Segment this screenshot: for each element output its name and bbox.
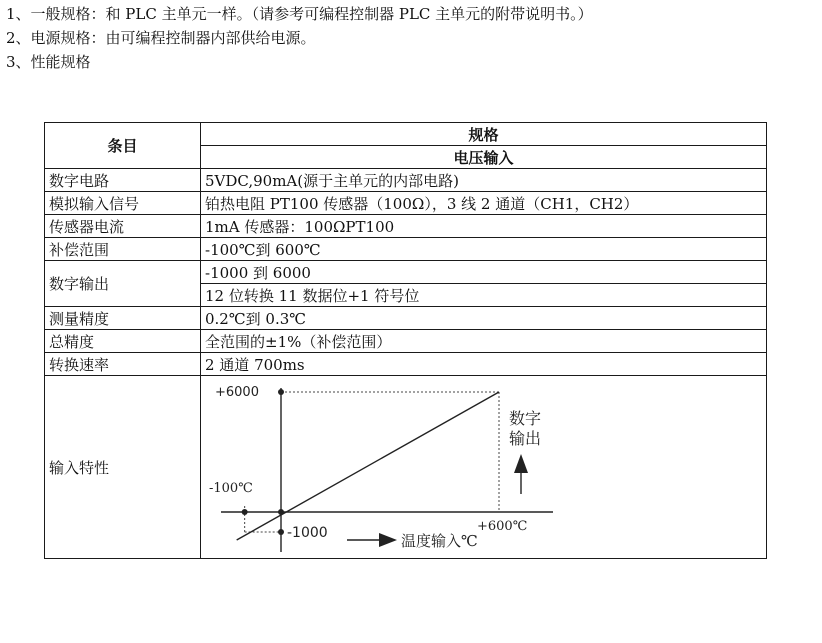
label-min-temp: -100℃ — [209, 481, 253, 496]
table-row — [45, 376, 767, 559]
spec-table — [44, 122, 767, 559]
row-value: 2 通道 700ms — [201, 353, 767, 376]
table-row — [45, 238, 767, 261]
row-label: 数字电路 — [45, 169, 201, 192]
row-label: 数字输出 — [45, 261, 201, 307]
row-label: 输入特性 — [45, 376, 201, 559]
xlabel-arrow-head — [379, 533, 397, 547]
header-item: 条目 — [45, 123, 201, 169]
table-row — [45, 353, 767, 376]
xlabel: 温度输入℃ — [401, 532, 478, 550]
input-characteristic-chart — [201, 376, 761, 558]
intro-line-2: 2、电源规格：由可编程控制器内部供给电源。 — [6, 29, 316, 47]
point-min-temp — [242, 509, 248, 515]
header-spec: 规格 — [201, 123, 767, 146]
row-value: 5VDC,90mA(源于主单元的内部电路) — [201, 169, 767, 192]
header-subspec: 电压输入 — [201, 146, 767, 169]
row-value: 0.2℃到 0.3℃ — [201, 307, 767, 330]
row-label: 模拟输入信号 — [45, 192, 201, 215]
row-value: 铂热电阻 PT100 传感器（100Ω），3 线 2 通道（CH1，CH2） — [201, 192, 767, 215]
table-row — [45, 307, 767, 330]
ylabel-arrow-head — [514, 454, 528, 473]
intro-line-1: 1、一般规格：和 PLC 主单元一样。（请参考可编程控制器 PLC 主单元的附带说明书。） — [6, 5, 593, 23]
row-label: 传感器电流 — [45, 215, 201, 238]
intro-text — [6, 2, 593, 74]
label-max-temp: +600℃ — [477, 519, 528, 534]
table-row — [45, 261, 767, 284]
label-max-output: +6000 — [215, 385, 259, 400]
table-row — [45, 215, 767, 238]
row-label: 测量精度 — [45, 307, 201, 330]
series-line — [237, 392, 499, 540]
row-label: 补偿范围 — [45, 238, 201, 261]
row-label: 总精度 — [45, 330, 201, 353]
intro-line-3: 3、性能规格 — [6, 53, 91, 71]
table-row — [45, 330, 767, 353]
point-min-output — [278, 529, 284, 535]
chart-cell — [201, 376, 767, 559]
row-value: -1000 到 6000 — [201, 261, 767, 284]
row-value: -100℃到 600℃ — [201, 238, 767, 261]
table-row — [45, 169, 767, 192]
row-label: 转换速率 — [45, 353, 201, 376]
point-origin — [278, 509, 284, 515]
row-value: 12 位转换 11 数据位+1 符号位 — [201, 284, 767, 307]
point-max-output — [278, 389, 284, 395]
label-min-output: -1000 — [287, 525, 328, 541]
table-row — [45, 192, 767, 215]
row-value: 全范围的±1%（补偿范围） — [201, 330, 767, 353]
ylabel-line-1: 数字 — [509, 409, 542, 428]
ylabel-line-2: 输出 — [509, 429, 542, 448]
row-value: 1mA 传感器：100ΩPT100 — [201, 215, 767, 238]
